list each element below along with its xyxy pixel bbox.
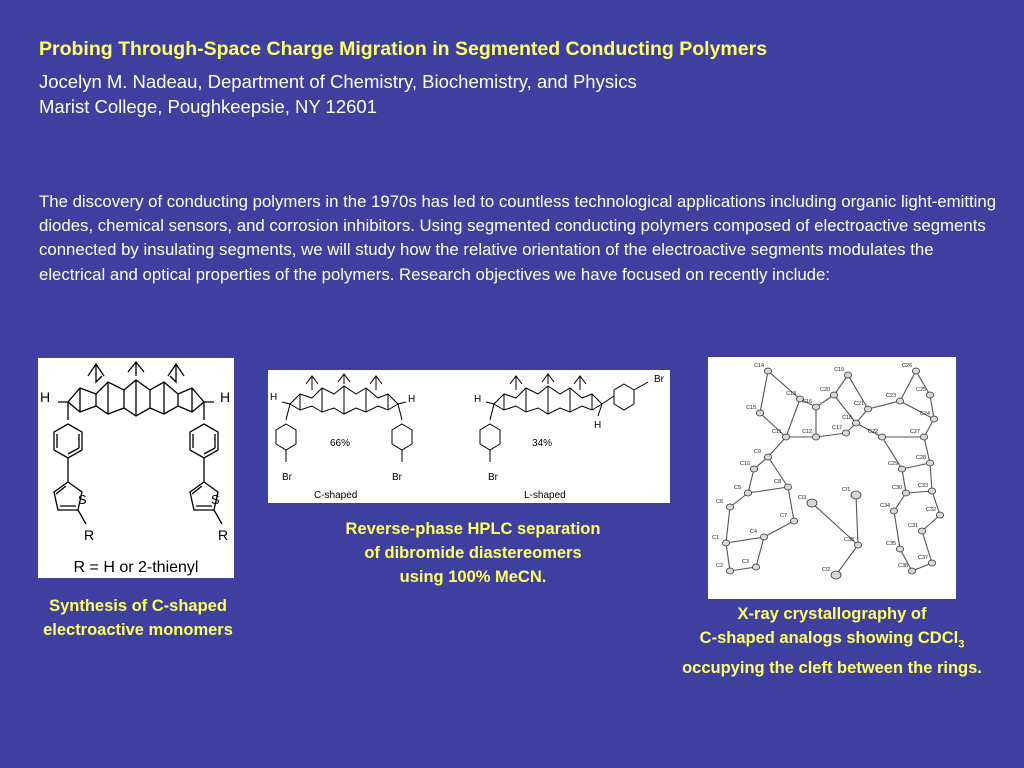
atom-ellipsoid (760, 534, 767, 540)
caption-xray (640, 602, 1024, 680)
atom-ellipsoid (930, 416, 937, 422)
bond-line (868, 401, 900, 409)
atom-label: C34 (880, 503, 891, 509)
atom-ellipsoid (831, 571, 841, 579)
atom-ellipsoid (928, 560, 935, 566)
atom-label: Cl1 (842, 487, 851, 493)
atom-label: C20 (820, 387, 831, 393)
atom-label: C37 (918, 555, 929, 561)
label-s-left: S (78, 492, 87, 507)
atom-label: C1 (712, 535, 720, 541)
bond-line (902, 463, 930, 469)
atom-ellipsoid (752, 564, 759, 570)
atom-ellipsoid (896, 398, 903, 404)
atom-label: C16 (802, 399, 813, 405)
atom-label: C29 (888, 461, 899, 467)
l-label-h-right: H (594, 420, 602, 431)
atom-ellipsoid (726, 504, 733, 510)
atom-ellipsoid (902, 490, 909, 496)
caption-xray-subscript: 3 (958, 638, 965, 651)
poster-title: Probing Through-Space Charge Migration in Segmented Conducting Polymers (39, 38, 768, 60)
atom-ellipsoid (908, 568, 915, 574)
label-h-right: H (220, 389, 231, 405)
atom-label: C18 (842, 415, 853, 421)
dibromide-isomers-figure (268, 370, 670, 503)
atom-ellipsoid (898, 466, 905, 472)
atom-label: C35 (886, 541, 897, 547)
atom-ellipsoid (920, 434, 927, 440)
bond-line (726, 543, 730, 571)
atom-ellipsoid (812, 404, 819, 410)
caption-hplc-line2: of dibromide diastereomers (364, 544, 582, 562)
caption-xray-line1: X-ray crystallography of (737, 605, 927, 623)
l-label-br-top: Br (654, 374, 664, 385)
atom-label: C27 (910, 429, 921, 435)
atom-ellipsoid (896, 546, 903, 552)
bond-line (726, 507, 730, 543)
atom-label: C19 (834, 367, 845, 373)
bond-line (760, 371, 768, 413)
substituent-legend: R = H or 2-thienyl (73, 559, 199, 576)
atom-label: C23 (886, 393, 897, 399)
affiliation-line: Marist College, Poughkeepsie, NY 12601 (39, 96, 378, 117)
atom-label: C31 (908, 523, 919, 529)
bond-line (930, 463, 932, 491)
atom-label: C7 (780, 513, 788, 519)
atom-ellipsoid (830, 392, 837, 398)
bond-line (748, 469, 754, 493)
atom-ellipsoid (790, 518, 797, 524)
c-label-h-left: H (270, 392, 278, 403)
atom-ellipsoid (812, 434, 819, 440)
bond-line (816, 433, 846, 437)
c-label-h-right: H (408, 394, 416, 405)
c-label-br-left: Br (282, 472, 292, 483)
atom-label: C22 (868, 429, 879, 435)
bond-line (900, 371, 916, 401)
atom-label: C5 (734, 485, 742, 491)
atom-ellipsoid (918, 528, 925, 534)
l-label-h-left: H (474, 394, 482, 405)
atom-ellipsoid (750, 466, 757, 472)
caption-hplc-line1: Reverse-phase HPLC separation (345, 520, 601, 538)
atom-label: C11 (772, 429, 782, 435)
caption-xray-line3: occupying the cleft between the rings. (682, 659, 982, 678)
caption-hplc (300, 517, 646, 589)
bond-line (756, 537, 764, 567)
bond-line (726, 537, 764, 543)
monomer-structure-figure (38, 358, 234, 578)
caption-synthesis-line2: electroactive monomers (43, 621, 233, 639)
atom-label: C15 (746, 405, 757, 411)
atom-label: C2 (716, 563, 724, 569)
atom-ellipsoid (726, 568, 733, 574)
dibromide-isomers-drawing (268, 370, 670, 503)
bond-line (748, 487, 788, 493)
bond-line (930, 395, 934, 419)
atom-ellipsoid (842, 430, 849, 436)
atom-ellipsoid (878, 434, 885, 440)
atom-ellipsoid (851, 491, 861, 499)
atom-ellipsoid (844, 372, 851, 378)
atom-ellipsoid (744, 490, 751, 496)
atom-ellipsoid (926, 460, 933, 466)
crystal-structure-figure (708, 357, 956, 599)
atom-label: C17 (832, 425, 843, 431)
atom-label: C4 (750, 529, 758, 535)
atom-ellipsoid (764, 454, 771, 460)
author-line: Jocelyn M. Nadeau, Department of Chemistry, Biochemistry, and Physics (39, 71, 637, 92)
atom-label: C30 (892, 485, 903, 491)
bond-line (786, 399, 800, 437)
label-r-left: R (84, 527, 95, 543)
atom-label: Cl2 (822, 567, 831, 573)
bond-line (856, 495, 858, 545)
atom-ellipsoid (782, 434, 789, 440)
atom-label: C14 (754, 363, 765, 369)
atom-ellipsoid (784, 484, 791, 490)
atom-ellipsoid (756, 410, 763, 416)
atom-label: C24 (920, 411, 931, 417)
monomer-structure-drawing (38, 358, 234, 578)
atom-ellipsoid (722, 540, 729, 546)
atom-label: C13 (786, 391, 797, 397)
atom-ellipsoid (764, 368, 771, 374)
l-percent-label: 34% (532, 438, 553, 449)
atom-ellipsoid (852, 420, 859, 426)
atom-ellipsoid (864, 406, 871, 412)
bond-line (764, 521, 794, 537)
atom-ellipsoid (926, 392, 933, 398)
atom-label: C6 (716, 499, 724, 505)
atom-ellipsoid (912, 368, 919, 374)
atom-label: C25 (916, 387, 927, 393)
atom-label: C36 (898, 563, 909, 569)
caption-synthesis (14, 594, 262, 642)
label-s-right: S (211, 492, 220, 507)
intro-paragraph: The discovery of conducting polymers in the 1970s has led to countless technological applications including organic light-emitting diodes, chemical sensors, and corrosion inhibitors. Using segmented conducting polymers composed of electroactive segments connected by insulating segments, we will study how the relative orientation of the electroactive segments modulates the electrical and optical properties of the polymers. Research objectives we have focused on recently include: (39, 192, 997, 284)
atom-label: C33 (918, 483, 929, 489)
atom-ellipsoid (890, 508, 897, 514)
atom-label: C26 (902, 363, 913, 369)
caption-synthesis-line1: Synthesis of C-shaped (49, 597, 227, 615)
caption-xray-line2-text: C-shaped analogs showing CDCl (699, 629, 959, 647)
atom-label: C3 (742, 559, 750, 565)
l-shaped-label: L-shaped (524, 490, 566, 501)
atom-label: C38 (844, 537, 855, 543)
bond-line (768, 437, 786, 457)
l-label-br-bottom: Br (488, 472, 498, 483)
atom-label: C21 (854, 401, 865, 407)
atom-label: C28 (916, 455, 927, 461)
atom-label: C8 (774, 479, 782, 485)
bond-line (902, 469, 906, 493)
caption-xray-line2 (640, 626, 1024, 656)
label-h-left: H (40, 389, 51, 405)
c-label-br-right: Br (392, 472, 402, 483)
atom-label: Cl3 (798, 495, 807, 501)
atom-label: C10 (740, 461, 751, 467)
atom-ellipsoid (928, 488, 935, 494)
c-percent-label: 66% (330, 438, 351, 449)
atom-label: C12 (802, 429, 813, 435)
atom-label: C32 (926, 507, 937, 513)
atom-ellipsoid (854, 542, 861, 548)
bond-line (836, 545, 858, 575)
atom-ellipsoid (936, 512, 943, 518)
caption-hplc-line3: using 100% MeCN. (399, 568, 547, 586)
atom-label: C9 (754, 449, 762, 455)
atom-ellipsoid (807, 499, 817, 507)
c-shaped-label: C-shaped (314, 490, 358, 501)
crystal-structure-drawing (708, 357, 956, 599)
bond-line (788, 487, 794, 521)
label-r-right: R (218, 527, 229, 543)
